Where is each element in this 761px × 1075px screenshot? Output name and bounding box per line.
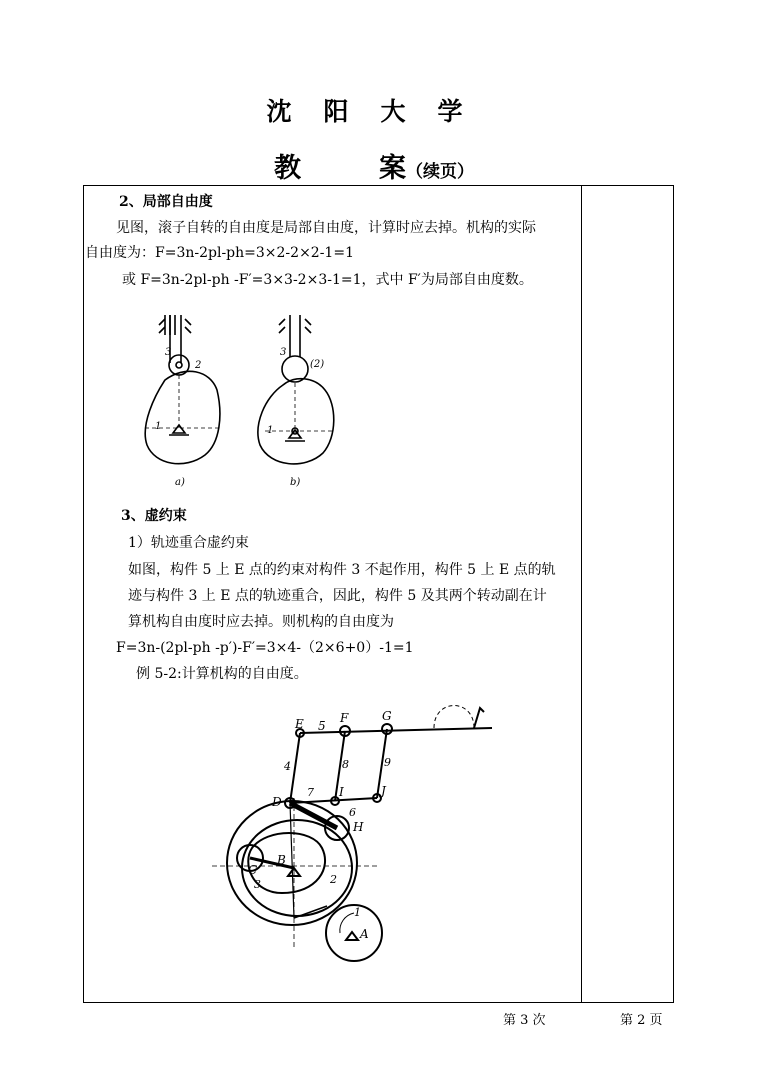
caption-a: a) (175, 477, 185, 488)
subheading-trajectory-coincide: 1）轨迹重合虚约束 (128, 535, 249, 551)
paragraph-line: 算机构自由度时应去掉。则机构的自由度为 (128, 614, 394, 630)
label-J: J (381, 784, 386, 798)
label-b-link1: 1 (267, 425, 274, 436)
label-G: G (382, 709, 392, 723)
label-B: B (277, 853, 286, 867)
label-a-link1: 1 (155, 421, 162, 432)
label-link4: 4 (284, 760, 291, 773)
formula-line: F=3n-(2pl-ph -p′)-F′=3×4-（2×6+0）-1=1 (116, 640, 414, 656)
label-link6: 6 (349, 806, 356, 819)
label-link8: 8 (342, 758, 349, 771)
label-E: E (295, 717, 304, 731)
university-title: 沈阳大学 (266, 97, 495, 126)
cam-roller-figure (125, 305, 345, 495)
title-char-2: 案 (379, 153, 406, 184)
paragraph-line: 迹与构件 3 上 E 点的轨迹重合，因此，构件 5 及其两个转动副在计 (128, 588, 547, 604)
label-H: H (353, 820, 364, 834)
label-I: I (339, 785, 344, 799)
label-link1: 1 (354, 906, 361, 919)
lesson-plan-title (274, 146, 474, 185)
paragraph-line: 见图，滚子自转的自由度是局部自由度，计算时应去掉。机构的实际 (116, 220, 536, 236)
notes-column-divider (581, 185, 582, 1002)
label-link2: 2 (330, 873, 337, 886)
caption-b: b) (290, 477, 301, 488)
label-a-link2: 2 (195, 360, 202, 371)
example-label: 例 5-2:计算机构的自由度。 (136, 666, 308, 682)
label-b-link2: (2) (310, 359, 325, 370)
linkage-mechanism-figure (212, 688, 502, 973)
title-suffix: （续页） (406, 162, 474, 182)
lesson-number: 第 3 次 (503, 1013, 546, 1028)
formula-line: 或 F=3n-2pl-ph -F′=3×3-2×3-1=1，式中 F′为局部自由度数。 (122, 272, 533, 288)
label-a-link3: 3 (165, 347, 172, 358)
label-b-link3: 3 (280, 347, 287, 358)
title-char-1: 教 (274, 153, 301, 184)
page-number: 第 2 页 (620, 1013, 663, 1028)
label-D: D (272, 795, 282, 809)
paragraph-line: 自由度为：F=3n-2pl-ph=3×2-2×2-1=1 (85, 245, 354, 261)
label-link5: 5 (318, 719, 326, 733)
label-C: C (248, 863, 258, 877)
label-A: A (360, 927, 369, 941)
label-link7: 7 (307, 786, 314, 799)
section-heading-redundant-constraint: 3、虚约束 (121, 508, 187, 524)
label-link3: 3 (254, 878, 261, 891)
label-F: F (340, 711, 349, 725)
label-link9: 9 (384, 756, 391, 769)
paragraph-line: 如图，构件 5 上 E 点的约束对构件 3 不起作用，构件 5 上 E 点的轨 (128, 562, 556, 578)
section-heading-local-dof: 2、局部自由度 (119, 194, 213, 210)
